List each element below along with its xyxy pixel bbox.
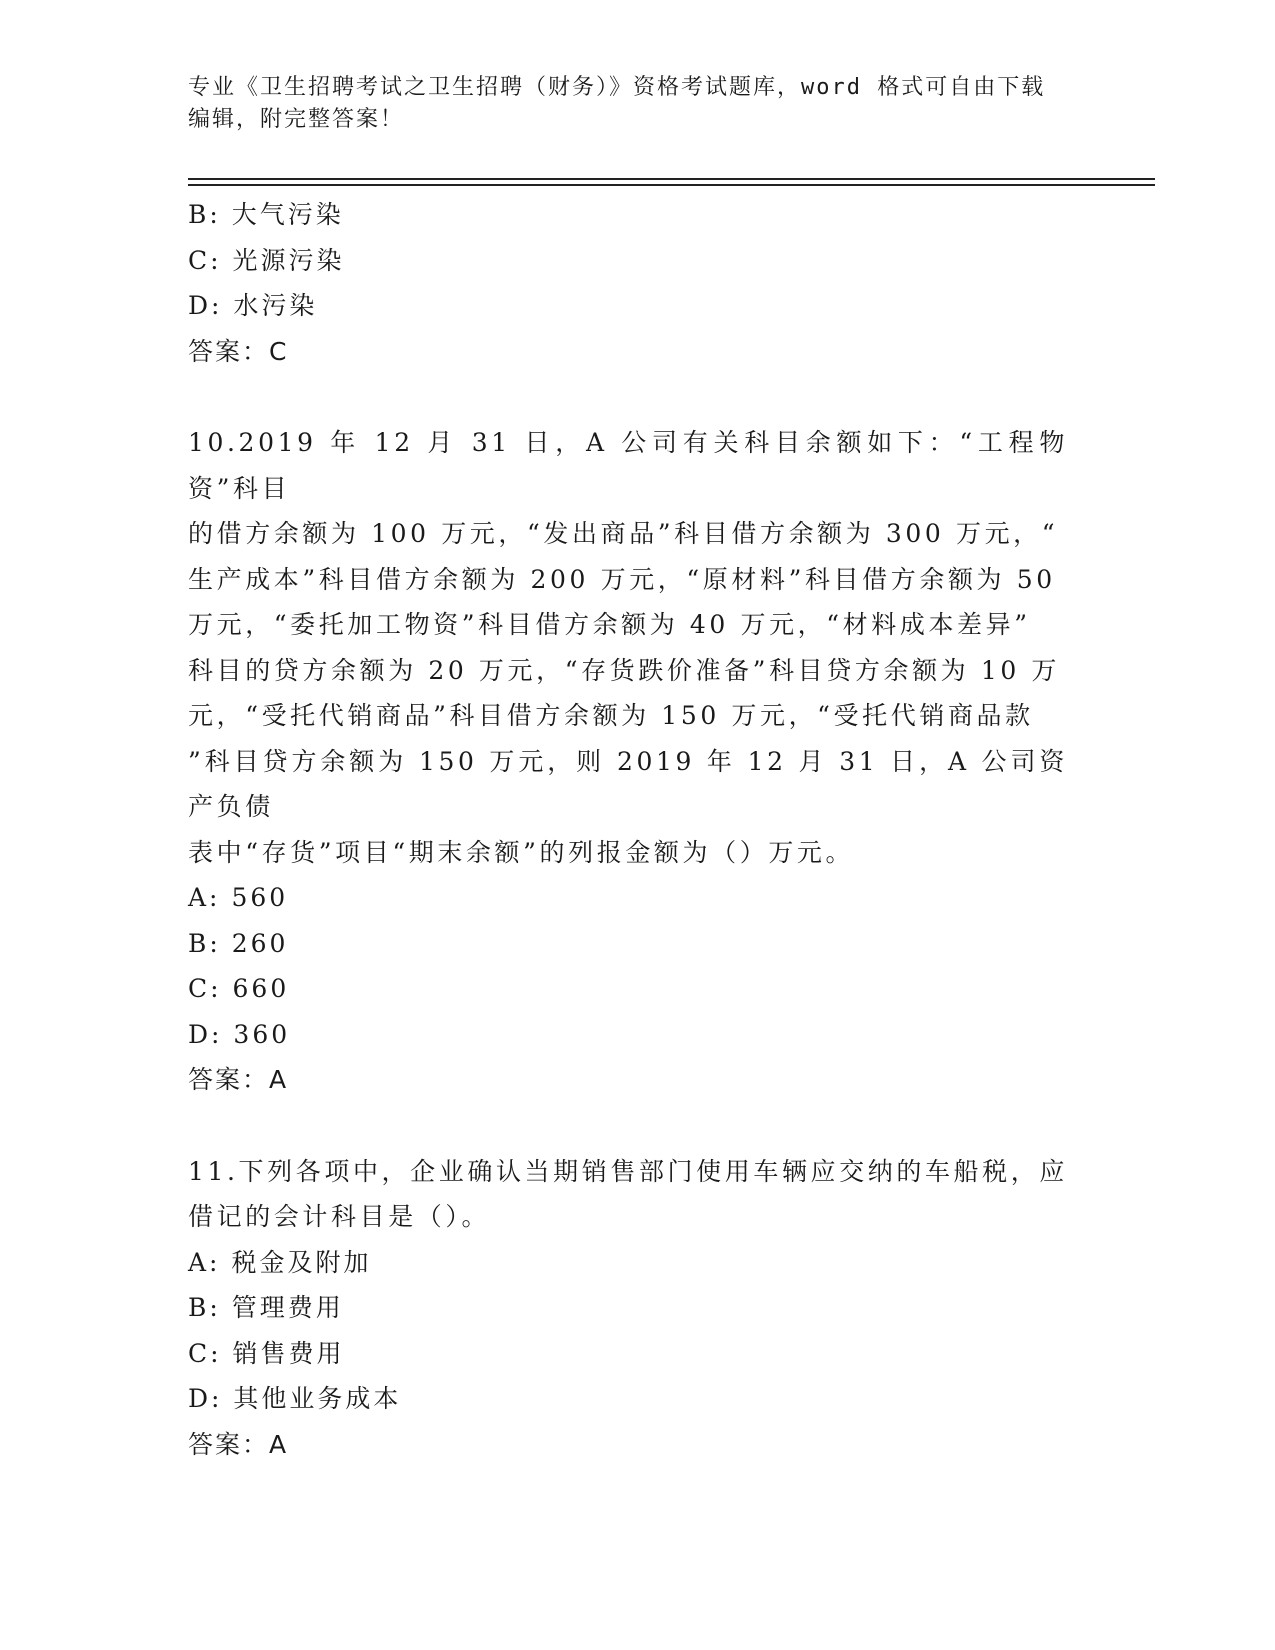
spacer (188, 1103, 1068, 1149)
page-header (188, 72, 1068, 136)
question-text-line: 生产成本”科目借方余额为 200 万元，“原材料”科目借方余额为 50 (188, 564, 1056, 594)
prev-question-block (188, 192, 1068, 374)
option-b: B: 管理费用 (188, 1293, 344, 1322)
option-c: C: 销售费用 (188, 1338, 345, 1368)
option-b: B: 260 (188, 928, 289, 958)
question-text-line: 元，“受托代销商品”科目借方余额为 150 万元，“受托代销商品款 (188, 701, 1034, 730)
header-divider-bottom (188, 184, 1155, 186)
answer-line: 答案：C (188, 336, 289, 366)
header-line-2: 编辑，附完整答案！ (188, 107, 405, 132)
option-d: D: 其他业务成本 (188, 1384, 402, 1413)
header-divider-top (188, 178, 1155, 180)
question-text-line: 11.下列各项中，企业确认当期销售部门使用车辆应交纳的车船税，应 (188, 1156, 1068, 1186)
option-a: A: 560 (188, 883, 289, 912)
question-text-line: ”科目贷方余额为 150 万元，则 2019 年 12 月 31 日，A 公司资产负债 (188, 746, 1068, 821)
option-a: A: 税金及附加 (188, 1247, 372, 1277)
option-d: D: 水污染 (188, 291, 318, 320)
question-text-line: 科目的贷方余额为 20 万元，“存货跌价准备”科目贷方余额为 10 万 (188, 655, 1060, 685)
question-content (188, 192, 1068, 1467)
question-10 (188, 420, 1068, 1103)
question-text-line: 的借方余额为 100 万元，“发出商品”科目借方余额为 300 万元，“ (188, 519, 1059, 548)
option-d: D: 360 (188, 1019, 291, 1049)
answer-line: 答案：A (188, 1065, 289, 1094)
question-text-line: 万元，“委托加工物资”科目借方余额为 40 万元，“材料成本差异” (188, 610, 1031, 639)
answer-line: 答案：A (188, 1429, 289, 1459)
spacer (188, 374, 1068, 420)
option-c: C: 660 (188, 974, 290, 1003)
option-c: C: 光源污染 (188, 245, 345, 275)
option-b: B: 大气污染 (188, 200, 344, 229)
header-line-1: 专业《卫生招聘考试之卫生招聘（财务）》资格考试题库，word 格式可自由下载 (188, 75, 1046, 100)
question-text-line: 借记的会计科目是（）。 (188, 1202, 491, 1231)
question-text-line: 10.2019 年 12 月 31 日，A 公司有关科目余额如下：“工程物资”科目 (188, 428, 1068, 503)
question-11 (188, 1149, 1068, 1468)
question-text-line: 表中“存货”项目“期末余额”的列报金额为（）万元。 (188, 837, 855, 867)
